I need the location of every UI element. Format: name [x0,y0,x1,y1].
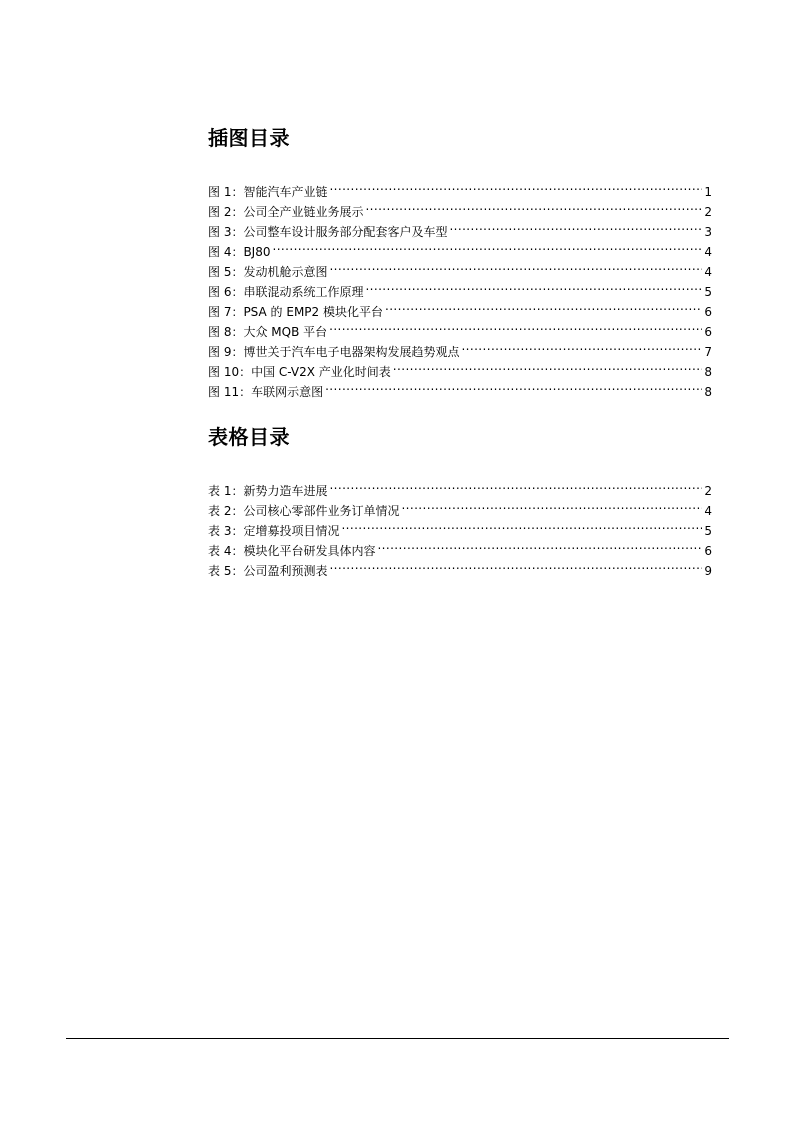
toc-entry-label[interactable]: 图 5：发动机舱示意图 [208,265,328,279]
toc-entry-page-number[interactable]: 6 [704,544,712,558]
toc-entry-page-number[interactable]: 1 [704,185,712,199]
toc-entry-label[interactable]: 图 2：公司全产业链业务展示 [208,205,364,219]
toc-dot-leader [449,216,702,236]
toc-entry-page-number[interactable]: 5 [704,285,712,299]
toc-entry-page-number[interactable]: 4 [704,265,712,279]
toc-dot-leader [401,495,702,515]
toc-dot-leader [365,196,702,216]
toc-dot-leader [377,535,702,555]
tables-toc-list [208,475,712,578]
toc-entry-label[interactable]: 表 2：公司核心零部件业务订单情况 [208,504,400,518]
toc-entry-page-number[interactable]: 4 [704,245,712,259]
toc-entry-label[interactable]: 图 10：中国 C-V2X 产业化时间表 [208,365,391,379]
figure-toc-entry[interactable] [208,256,712,279]
toc-dot-leader [329,555,702,575]
toc-dot-leader [329,256,702,276]
toc-dot-leader [329,176,702,196]
toc-dot-leader [365,276,702,296]
figure-toc-entry[interactable] [208,236,712,259]
toc-entry-page-number[interactable]: 9 [704,564,712,578]
toc-entry-label[interactable]: 图 1：智能汽车产业链 [208,185,328,199]
toc-entry-label[interactable]: 图 6：串联混动系统工作原理 [208,285,364,299]
toc-dot-leader [329,475,702,495]
figures-toc-section [208,126,712,399]
toc-entry-label[interactable]: 表 3：定增募投项目情况 [208,524,340,538]
toc-entry-page-number[interactable]: 8 [704,365,712,379]
toc-entry-label[interactable]: 图 4：BJ80 [208,245,271,259]
toc-dot-leader [329,316,702,336]
toc-entry-page-number[interactable]: 6 [704,305,712,319]
toc-entry-page-number[interactable]: 7 [704,345,712,359]
toc-dot-leader [393,356,703,376]
figure-toc-entry[interactable] [208,176,712,199]
toc-entry-page-number[interactable]: 3 [704,225,712,239]
toc-entry-page-number[interactable]: 6 [704,325,712,339]
toc-dot-leader [341,515,702,535]
toc-entry-label[interactable]: 图 11：车联网示意图 [208,385,324,399]
toc-entry-page-number[interactable]: 5 [704,524,712,538]
tables-toc-section [208,425,712,578]
toc-entry-label[interactable]: 表 5：公司盈利预测表 [208,564,328,578]
toc-dot-leader [461,336,702,356]
table-toc-entry[interactable] [208,475,712,498]
figures-toc-list [208,176,712,399]
toc-entry-label[interactable]: 表 4：模块化平台研发具体内容 [208,544,376,558]
toc-entry-label[interactable]: 表 1：新势力造车进展 [208,484,328,498]
figures-toc-title: 插图目录 [208,126,290,150]
toc-entry-page-number[interactable]: 2 [704,484,712,498]
toc-entry-page-number[interactable]: 8 [704,385,712,399]
toc-dot-leader [273,236,703,256]
toc-entry-page-number[interactable]: 4 [704,504,712,518]
toc-entry-label[interactable]: 图 8：大众 MQB 平台 [208,325,328,339]
tables-toc-title: 表格目录 [208,425,290,449]
toc-entry-page-number[interactable]: 2 [704,205,712,219]
toc-entry-label[interactable]: 图 3：公司整车设计服务部分配套客户及车型 [208,225,448,239]
toc-dot-leader [325,376,702,396]
toc-entry-label[interactable]: 图 9：博世关于汽车电子电器架构发展趋势观点 [208,345,460,359]
toc-dot-leader [385,296,702,316]
toc-entry-label[interactable]: 图 7：PSA 的 EMP2 模块化平台 [208,305,383,319]
footer-divider [66,1038,729,1039]
